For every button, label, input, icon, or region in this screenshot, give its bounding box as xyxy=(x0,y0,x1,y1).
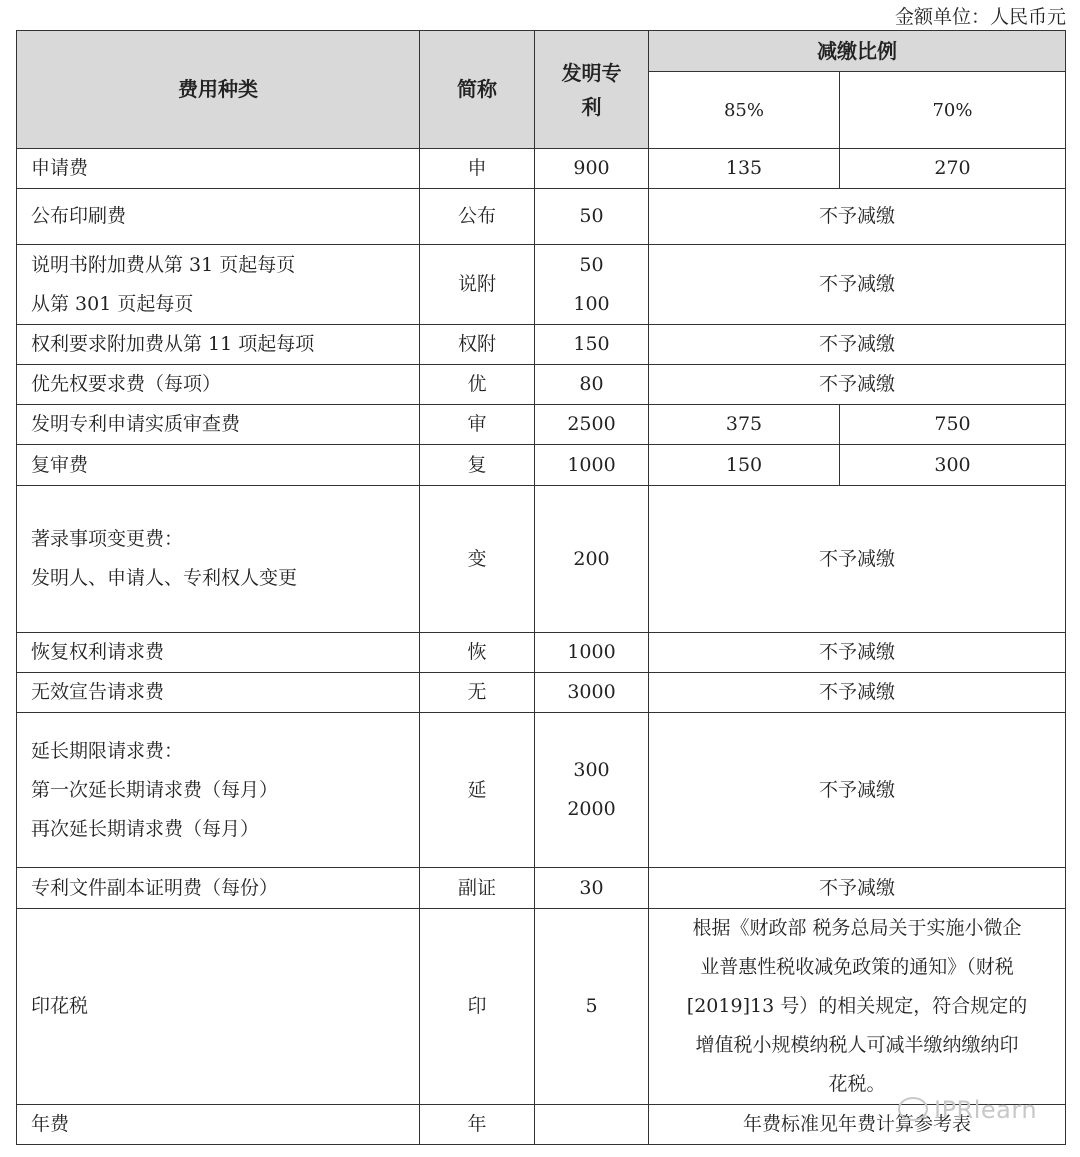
reduced-70-cell: 300 xyxy=(840,445,1066,486)
fee-amount-cell xyxy=(535,325,649,365)
table-row xyxy=(17,405,1066,445)
reduction-note-cell: 不予减缴 xyxy=(649,713,1066,868)
table-row xyxy=(17,868,1066,909)
fee-amount-line: 1000 xyxy=(567,453,616,476)
fee-name-line: 专利文件副本证明费（每份） xyxy=(31,876,279,899)
reduced-70-cell: 270 xyxy=(840,149,1066,189)
fee-abbr-cell: 说附 xyxy=(420,245,535,325)
fee-amount-line: 3000 xyxy=(567,681,616,703)
fee-table xyxy=(16,30,1066,1145)
reduced-85-cell: 375 xyxy=(649,405,840,445)
fee-amount-cell xyxy=(535,405,649,445)
fee-name-line: 复审费 xyxy=(31,453,89,476)
fee-name-line: 优先权要求费（每项） xyxy=(31,373,222,395)
fee-abbr-cell: 印 xyxy=(420,909,535,1105)
note-line: 花税。 xyxy=(828,1073,886,1095)
fee-table-body xyxy=(17,149,1066,1145)
fee-name-cell xyxy=(17,633,420,673)
fee-amount-line: 80 xyxy=(579,373,604,395)
fee-name-cell xyxy=(17,713,420,868)
watermark xyxy=(898,1096,1037,1124)
page-bottom-margin xyxy=(0,1146,1080,1157)
fee-amount-line: 2000 xyxy=(567,798,616,820)
fee-amount-cell xyxy=(535,486,649,633)
fee-abbr-cell: 复 xyxy=(420,445,535,486)
fee-amount-line: 5 xyxy=(585,995,598,1017)
table-row xyxy=(17,245,1066,325)
fee-abbr-cell: 延 xyxy=(420,713,535,868)
fee-abbr-cell: 公布 xyxy=(420,189,535,245)
fee-name-line: 第一次延长期请求费（每月） xyxy=(31,778,279,801)
fee-amount-line: 2500 xyxy=(567,413,616,435)
table-row xyxy=(17,325,1066,365)
reduction-note-cell: 年费标准见年费计算参考表 xyxy=(649,1105,1066,1145)
reduction-note-cell: 不予减缴 xyxy=(649,325,1066,365)
fee-name-line: 发明专利申请实质审查费 xyxy=(31,413,241,435)
reduction-note-cell: 不予减缴 xyxy=(649,868,1066,909)
fee-amount-cell xyxy=(535,633,649,673)
fee-amount-cell xyxy=(535,713,649,868)
reduction-note-cell: 不予减缴 xyxy=(649,486,1066,633)
header-reduction-ratio: 减缴比例 xyxy=(649,31,1066,72)
fee-abbr-cell: 优 xyxy=(420,365,535,405)
fee-name-cell xyxy=(17,673,420,713)
stamp-tax-note-cell xyxy=(649,909,1066,1105)
table-row xyxy=(17,713,1066,868)
fee-name-line: 无效宣告请求费 xyxy=(31,681,165,703)
reduction-note-cell: 不予减缴 xyxy=(649,365,1066,405)
watermark-text: IPRlearn xyxy=(934,1096,1038,1124)
fee-name-cell xyxy=(17,868,420,909)
fee-amount-line: 900 xyxy=(573,157,610,179)
fee-name-cell xyxy=(17,245,420,325)
fee-name-cell xyxy=(17,486,420,633)
fee-name-cell xyxy=(17,325,420,365)
fee-abbr-cell: 权附 xyxy=(420,325,535,365)
fee-amount-line: 30 xyxy=(579,876,604,899)
fee-name-cell xyxy=(17,365,420,405)
fee-amount-cell xyxy=(535,365,649,405)
fee-name-cell xyxy=(17,405,420,445)
table-row xyxy=(17,445,1066,486)
fee-name-line: 公布印刷费 xyxy=(31,205,127,227)
fee-name-line: 延长期限请求费： xyxy=(31,739,184,762)
header-abbreviation: 简称 xyxy=(420,31,535,149)
note-line: 增值税小规模纳税人可减半缴纳缴纳印 xyxy=(695,1034,1019,1056)
fee-amount-line: 200 xyxy=(573,547,610,570)
fee-abbr-cell: 副证 xyxy=(420,868,535,909)
table-row xyxy=(17,149,1066,189)
fee-name-cell xyxy=(17,1105,420,1145)
note-line: 业普惠性税收减免政策的通知》（财税 xyxy=(700,956,1014,978)
note-line: 根据《财政部 税务总局关于实施小微企 xyxy=(692,917,1022,939)
wechat-icon xyxy=(898,1097,928,1121)
fee-name-line: 权利要求附加费从第 11 项起每项 xyxy=(31,333,315,355)
reduction-note-cell: 不予减缴 xyxy=(649,673,1066,713)
table-row xyxy=(17,365,1066,405)
fee-abbr-cell: 审 xyxy=(420,405,535,445)
reduction-note-cell: 不予减缴 xyxy=(649,189,1066,245)
fee-abbr-cell: 恢 xyxy=(420,633,535,673)
fee-amount-line: 1000 xyxy=(567,641,616,663)
fee-amount-cell xyxy=(535,445,649,486)
fee-name-line: 申请费 xyxy=(31,157,89,179)
header-pct-85: 85% xyxy=(649,72,840,149)
fee-amount-line: 100 xyxy=(573,292,610,315)
table-row xyxy=(17,633,1066,673)
fee-amount-cell xyxy=(535,245,649,325)
fee-name-line: 著录事项变更费： xyxy=(31,528,184,550)
reduction-note-cell: 不予减缴 xyxy=(649,633,1066,673)
fee-name-line: 年费 xyxy=(31,1113,70,1135)
fee-name-line: 发明人、申请人、专利权人变更 xyxy=(31,567,298,589)
fee-amount-cell xyxy=(535,673,649,713)
fee-name-cell xyxy=(17,445,420,486)
fee-amount-line: 150 xyxy=(573,333,610,355)
table-row xyxy=(17,909,1066,1105)
fee-name-line: 再次延长期请求费（每月） xyxy=(31,817,260,840)
table-row xyxy=(17,189,1066,245)
reduction-note-cell: 不予减缴 xyxy=(649,245,1066,325)
fee-abbr-cell: 申 xyxy=(420,149,535,189)
header-fee-type: 费用种类 xyxy=(17,31,420,149)
fee-name-line: 说明书附加费从第 31 页起每页 xyxy=(31,253,296,276)
fee-amount-cell xyxy=(535,149,649,189)
reduced-70-cell: 750 xyxy=(840,405,1066,445)
fee-name-cell xyxy=(17,189,420,245)
table-row xyxy=(17,673,1066,713)
fee-amount-cell xyxy=(535,909,649,1105)
table-row xyxy=(17,486,1066,633)
fee-abbr-cell: 变 xyxy=(420,486,535,633)
reduced-85-cell: 150 xyxy=(649,445,840,486)
fee-name-cell xyxy=(17,149,420,189)
fee-abbr-cell: 年 xyxy=(420,1105,535,1145)
fee-amount-line: 50 xyxy=(579,205,604,227)
fee-amount-line: 300 xyxy=(573,759,610,781)
fee-amount-cell xyxy=(535,868,649,909)
fee-name-line: 从第 301 页起每页 xyxy=(31,292,194,315)
fee-abbr-cell: 无 xyxy=(420,673,535,713)
fee-name-line: 印花税 xyxy=(31,995,89,1017)
fee-amount-cell xyxy=(535,1105,649,1145)
fee-name-cell xyxy=(17,909,420,1105)
header-invention-patent-text: 发明专利 xyxy=(561,60,622,119)
currency-unit-label: 金额单位：人民币元 xyxy=(894,6,1066,28)
reduced-85-cell: 135 xyxy=(649,149,840,189)
header-invention-patent xyxy=(535,31,649,149)
fee-table-header xyxy=(17,31,1066,149)
note-line: [2019]13 号）的相关规定，符合规定的 xyxy=(686,995,1028,1017)
fee-amount-cell xyxy=(535,189,649,245)
fee-amount-line: 50 xyxy=(579,253,604,276)
header-pct-70: 70% xyxy=(840,72,1066,149)
fee-name-line: 恢复权利请求费 xyxy=(31,641,165,663)
